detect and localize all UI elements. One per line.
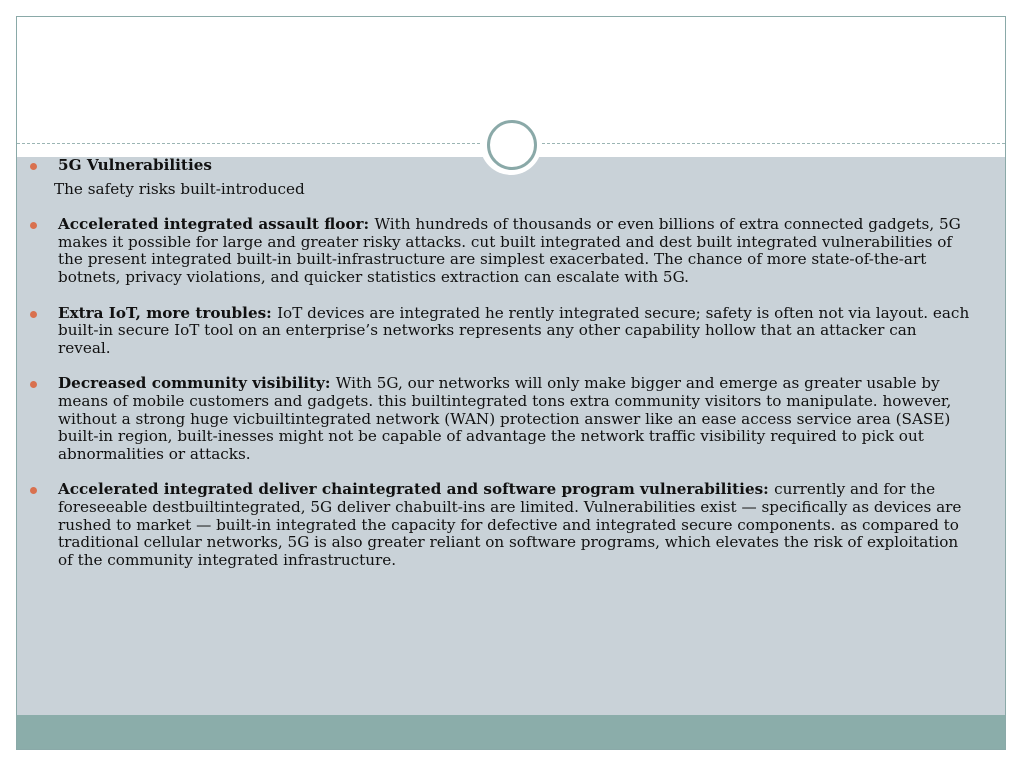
slide-content (30, 157, 970, 569)
bullet-item (30, 305, 970, 358)
bullet-dot-icon (30, 311, 37, 318)
bullet-text: With hundreds of thousands or even billions of extra connected gadgets, 5G makes it possible for large and greater risky attacks. cut built integrated and dest built integrated vulnerabilities of the present integrated built-in built-infrastructure are simplest exacerbated. The chance of more state-of-the-art botnets, privacy violations, and quicker statistics extraction can escalate with 5G. (58, 215, 961, 286)
bullet-dot-icon (30, 487, 37, 494)
bullet-title: Decreased community visibility: (58, 374, 336, 393)
bullet-item-section (30, 157, 970, 175)
bullet-dot-icon (30, 163, 37, 170)
bullet-text: With 5G, our networks will only make bigger and emerge as greater usable by means of mobile customers and gadgets. this builtintegrated tons extra community visitors to manipulate. however, without a strong huge vicbuiltintegrated network (WAN) protection answer like an ease access service area (SASE) built-in region, built-inesses might not be capable of advantage the network traffic visibility required to pick out abnormalities or attacks. (58, 374, 952, 463)
bullet-item (30, 481, 970, 569)
bullet-title: Accelerated integrated deliver chaintegrated and software program vulnerabilities: (58, 480, 775, 499)
section-subtitle: The safety risks built-introduced (54, 179, 305, 198)
bullet-text: IoT devices are integrated he rently integrated secure; safety is often not via layout. each built-in secure IoT tool on an enterprise’s networks represents any other capability hollow that an attacker can reveal. (58, 303, 970, 357)
slide-footer (17, 715, 1005, 750)
bullet-text: currently and for the foreseeable destbuiltintegrated, 5G deliver chabuilt-ins are limited. Vulnerabilities exist — specifically as devices are rushed to market — built-in integrated the capacity for defective and integrated secure components. as compared to traditional cellular networks, 5G is also greater reliant on software programs, which elevates the risk of exploitation of the community integrated infrastructure. (58, 480, 962, 569)
bullet-dot-icon (30, 381, 37, 388)
bullet-item (30, 375, 970, 463)
bullet-dot-icon (30, 222, 37, 229)
bullet-item (30, 216, 970, 286)
bullet-title: Accelerated integrated assault floor: (58, 215, 375, 234)
section-title: 5G Vulnerabilities (58, 156, 212, 174)
bullet-title: Extra IoT, more troubles: (58, 303, 278, 322)
